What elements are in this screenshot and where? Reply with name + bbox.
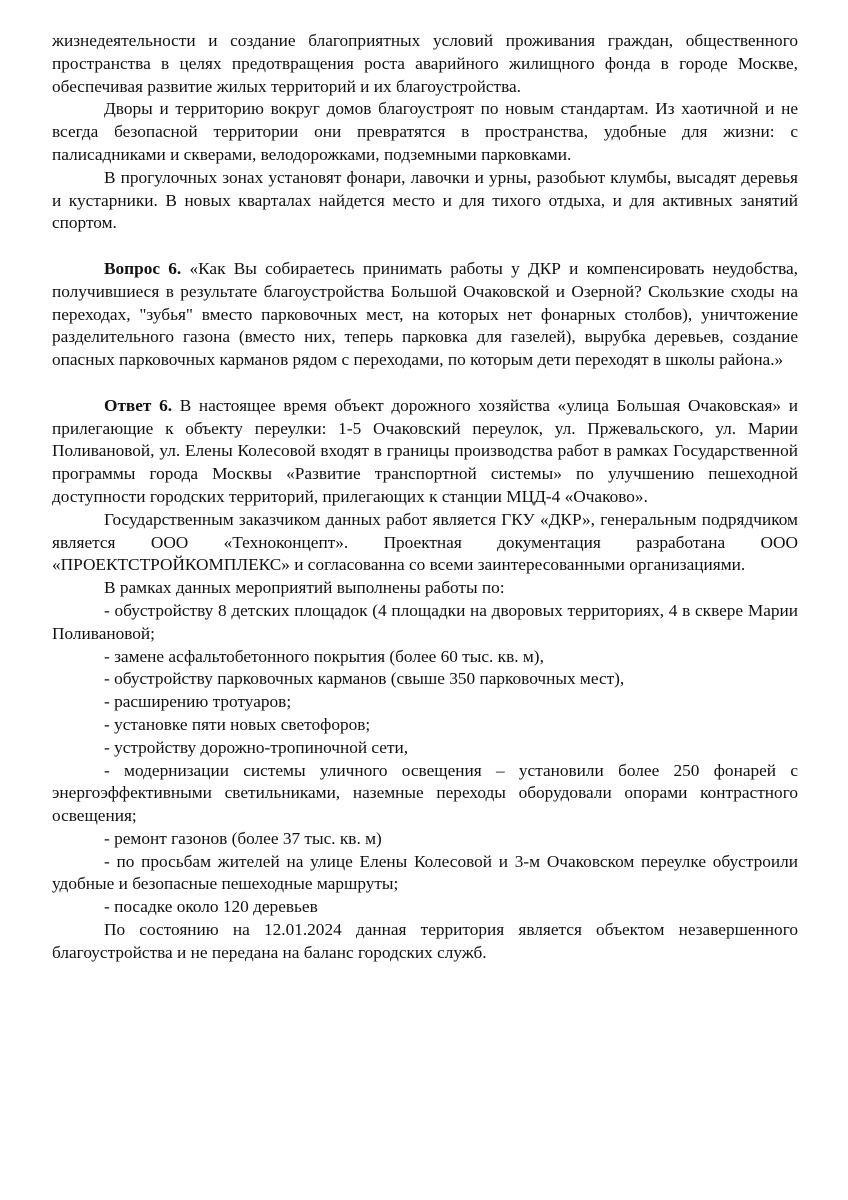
- paragraph-walking-zones: В прогулочных зонах установят фонари, лавочки и урны, разобьют клумбы, высадят деревья и кустарники. В новых кварталах найдется место и для тихого отдыха, и для активных занятий спортом.: [52, 167, 798, 233]
- list-item: - расширению тротуаров;: [104, 692, 292, 712]
- list-item: - модернизации системы уличного освещения – установили более 250 фонарей с энергоэффективными светильниками, наземные переходы оборудовали опорами контрастного освещения;: [52, 760, 798, 826]
- answer-6-text: В настоящее время объект дорожного хозяйства «улица Большая Очаковская» и прилегающие к объекту переулки: 1-5 Очаковский переулок, ул. Пржевальского, ул. Марии Поливановой, ул. Елены Колесовой входят в границы производства работ в рамках Государственной программы города Москвы «Развитие транспортной системы» по улучшению пешеходной доступности городских территорий, прилегающих к станции МЦД-4 «Очаково».: [52, 395, 798, 506]
- list-item: - установке пяти новых светофоров;: [104, 714, 371, 734]
- list-item: - обустройству парковочных карманов (свыше 350 парковочных мест),: [104, 669, 625, 689]
- list-item: - по просьбам жителей на улице Елены Колесовой и 3-м Очаковском переулке обустроили удобные и безопасные пешеходные маршруты;: [52, 851, 798, 894]
- spacer: [52, 235, 798, 258]
- spacer: [52, 372, 798, 395]
- paragraph-customer: Государственным заказчиком данных работ является ГКУ «ДКР», генеральным подрядчиком является ООО «Техноконцепт». Проектная документация разработана ООО «ПРОЕКТСТРОЙКОМПЛЕКС» и согласованна со всеми заинтересованными организациями.: [52, 509, 798, 575]
- question-6-label: Вопрос 6.: [104, 258, 182, 278]
- question-6-text: «Как Вы собираетесь принимать работы у ДКР и компенсировать неудобства, получившиеся в результате благоустройства Большой Очаковской и Озерной? Скользкие сходы на переходах, "зубья" вместо парковочных мест, на которых нет фонарных столбов), уничтожение разделительного газона (вместо них, теперь парковка для газелей), вырубка деревьев, создание опасных парковочных карманов рядом с переходами, по которым дети переходят в школы района.»: [52, 258, 798, 370]
- list-item: - замене асфальтобетонного покрытия (более 60 тыс. кв. м),: [104, 646, 544, 666]
- paragraph-intro-continuation: жизнедеятельности и создание благоприятных условий проживания граждан, общественного пространства в целях предотвращения роста аварийного жилищного фонда в городе Москве, обеспечивая развитие жилых территорий и их благоустройства.: [52, 31, 798, 96]
- question-6: [52, 258, 798, 372]
- answer-6: [52, 395, 798, 509]
- paragraph-yards: Дворы и территорию вокруг домов благоустроят по новым стандартам. Из хаотичной и не всегда безопасной территории они превратятся в пространства, удобные для жизни: с палисадниками и скверами, велодорожками, подземными парковками.: [52, 99, 798, 164]
- list-item: - обустройству 8 детских площадок (4 площадки на дворовых территориях, 4 в сквере Марии Поливановой;: [52, 600, 798, 643]
- answer-6-label: Ответ 6.: [104, 395, 173, 415]
- list-item: - устройству дорожно-тропиночной сети,: [104, 737, 409, 757]
- paragraph-works-intro: В рамках данных мероприятий выполнены работы по:: [104, 578, 505, 598]
- list-item: - посадке около 120 деревьев: [104, 897, 318, 917]
- paragraph-status: По состоянию на 12.01.2024 данная территория является объектом незавершенного благоустройства и не передана на баланс городских служб.: [52, 920, 798, 962]
- list-item: - ремонт газонов (более 37 тыс. кв. м): [104, 828, 382, 848]
